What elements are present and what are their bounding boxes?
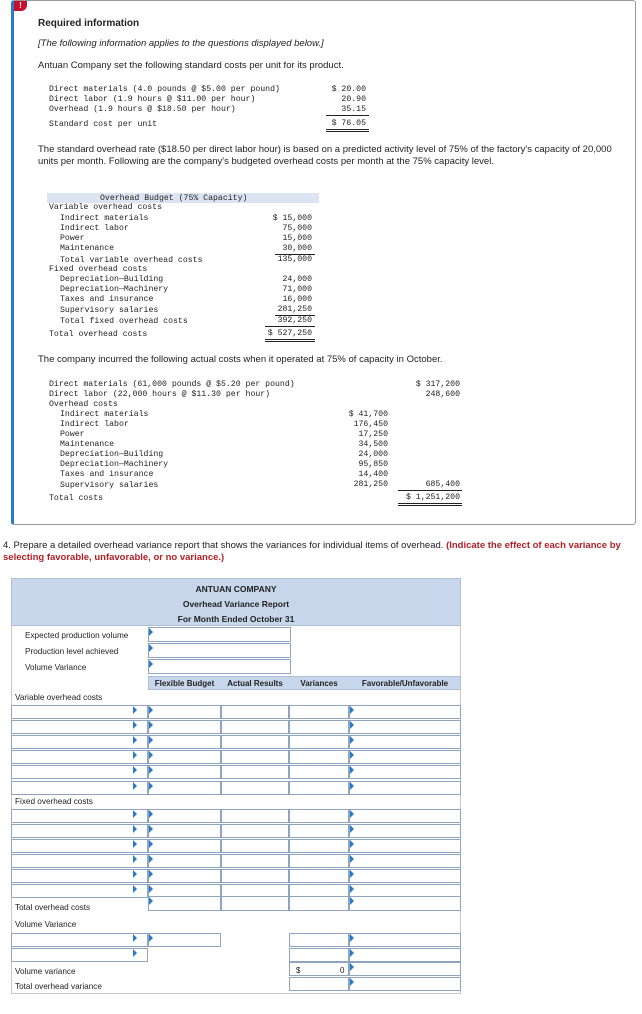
report-input-cell[interactable] bbox=[221, 809, 289, 823]
report-input-cell[interactable] bbox=[349, 896, 461, 911]
fixed-item-value: 16,000 bbox=[282, 295, 312, 304]
report-input-cell[interactable] bbox=[349, 962, 461, 976]
dropdown-marker-icon bbox=[149, 810, 153, 818]
actual-oh-value: 17,250 bbox=[358, 430, 388, 439]
fixed-item-value: 24,000 bbox=[282, 275, 312, 284]
dropdown-marker-icon bbox=[149, 766, 153, 774]
col-actual-results: Actual Results bbox=[227, 679, 283, 688]
var-item-value: 30,000 bbox=[282, 244, 312, 253]
report-input-cell[interactable] bbox=[221, 854, 289, 868]
achieved-level-label: Production level achieved bbox=[25, 647, 119, 656]
dropdown-marker-icon bbox=[149, 855, 153, 863]
actual-oh-label: Supervisory salaries bbox=[60, 481, 159, 490]
actual-oh-value: 24,000 bbox=[358, 450, 388, 459]
report-input-cell[interactable] bbox=[349, 750, 461, 764]
report-input-cell[interactable] bbox=[289, 720, 349, 734]
var-item-label: Indirect materials bbox=[60, 214, 149, 223]
report-input-cell[interactable] bbox=[148, 896, 221, 911]
dropdown-marker-icon bbox=[133, 825, 137, 833]
std-label-0: Direct materials (4.0 pounds @ $5.00 per pound) bbox=[49, 85, 280, 94]
dropdown-marker-icon bbox=[133, 840, 137, 848]
double-rule bbox=[265, 339, 315, 342]
std-value-2: 35.15 bbox=[341, 105, 366, 114]
double-rule bbox=[326, 129, 369, 132]
report-input-cell[interactable] bbox=[148, 824, 221, 838]
var-total-label: Total variable overhead costs bbox=[60, 256, 203, 265]
report-input-cell[interactable] bbox=[289, 809, 349, 823]
report-input-cell[interactable] bbox=[11, 809, 148, 823]
actual-dl-value: 248,600 bbox=[425, 390, 460, 399]
report-input-cell[interactable] bbox=[289, 705, 349, 719]
dropdown-marker-icon bbox=[350, 736, 354, 744]
dropdown-marker-icon bbox=[149, 706, 153, 714]
dropdown-marker-icon bbox=[133, 855, 137, 863]
report-input-cell[interactable] bbox=[11, 705, 148, 719]
dropdown-marker-icon bbox=[149, 840, 153, 848]
actual-oh-label: Maintenance bbox=[60, 440, 115, 449]
volume-variance-header: Volume Variance bbox=[25, 663, 87, 672]
report-input-cell[interactable] bbox=[349, 933, 461, 947]
volume-variance-row-label: Volume variance bbox=[15, 967, 76, 976]
std-value-1: 20.90 bbox=[341, 95, 366, 104]
std-value-0: $ 20.00 bbox=[331, 85, 366, 94]
dropdown-marker-icon bbox=[133, 751, 137, 759]
report-input-cell[interactable] bbox=[289, 869, 349, 883]
dropdown-marker-icon bbox=[350, 978, 354, 986]
actual-oh-label: Depreciation—Building bbox=[60, 450, 164, 459]
dropdown-marker-icon bbox=[149, 721, 153, 729]
actual-oh-label: Indirect materials bbox=[60, 410, 149, 419]
report-input-cell[interactable] bbox=[349, 869, 461, 883]
fixed-oh-label: Fixed overhead costs bbox=[15, 797, 93, 806]
dropdown-marker-icon bbox=[149, 660, 153, 668]
report-input-cell[interactable] bbox=[11, 781, 148, 795]
report-input-cell[interactable] bbox=[11, 735, 148, 749]
actual-oh-label: Power bbox=[60, 430, 85, 439]
report-input-cell[interactable] bbox=[148, 854, 221, 868]
report-input-cell[interactable] bbox=[11, 824, 148, 838]
report-input-cell[interactable] bbox=[221, 735, 289, 749]
dropdown-marker-icon bbox=[350, 949, 354, 957]
total-costs-value: $ 1,251,200 bbox=[405, 493, 460, 502]
var-item-label: Maintenance bbox=[60, 244, 115, 253]
dropdown-marker-icon bbox=[350, 751, 354, 759]
report-input-cell[interactable] bbox=[349, 705, 461, 719]
var-item-value: $ 15,000 bbox=[272, 214, 312, 223]
double-rule bbox=[398, 503, 462, 506]
expected-volume-label: Expected production volume bbox=[25, 631, 129, 640]
total-costs-label: Total costs bbox=[49, 494, 104, 503]
col-fav-unfav: Favorable/Unfavorable bbox=[361, 679, 449, 688]
var-header: Variable overhead costs bbox=[49, 203, 163, 212]
variable-oh-label: Variable overhead costs bbox=[15, 693, 103, 702]
report-input-cell[interactable] bbox=[11, 750, 148, 764]
actual-oh-value: 95,850 bbox=[358, 460, 388, 469]
var-item-label: Indirect labor bbox=[60, 224, 129, 233]
dropdown-marker-icon bbox=[149, 885, 153, 893]
dropdown-marker-icon bbox=[133, 736, 137, 744]
report-input-cell[interactable] bbox=[221, 765, 289, 779]
report-input-cell[interactable] bbox=[349, 809, 461, 823]
actual-oh-header: Overhead costs bbox=[49, 400, 118, 409]
dropdown-marker-icon bbox=[149, 736, 153, 744]
report-input-cell[interactable] bbox=[148, 869, 221, 883]
dropdown-marker-icon bbox=[133, 934, 137, 942]
rule bbox=[265, 326, 315, 327]
dollar-sign: $ bbox=[296, 966, 301, 975]
actual-dm-label: Direct materials (61,000 pounds @ $5.20 per pound) bbox=[49, 380, 295, 389]
dropdown-marker-icon bbox=[350, 897, 354, 905]
total-oh-label: Total overhead costs bbox=[49, 330, 148, 339]
alert-icon: ! bbox=[14, 1, 27, 11]
dropdown-marker-icon bbox=[350, 782, 354, 790]
std-label-1: Direct labor (1.9 hours @ $11.00 per hour) bbox=[49, 95, 256, 104]
question-text: 4. Prepare a detailed overhead variance report that shows the variances for individual items of overhead. bbox=[3, 540, 444, 551]
actual-oh-total: 685,400 bbox=[425, 480, 460, 489]
report-input-cell[interactable] bbox=[148, 809, 221, 823]
report-input-cell[interactable] bbox=[289, 750, 349, 764]
report-input-cell[interactable] bbox=[148, 735, 221, 749]
actual-dl-label: Direct labor (22,000 hours @ $11.30 per hour) bbox=[49, 390, 271, 399]
report-input-cell[interactable] bbox=[148, 839, 221, 853]
report-period: For Month Ended October 31 bbox=[177, 614, 295, 624]
actual-oh-value: 176,450 bbox=[353, 420, 388, 429]
info-subtitle: [The following information applies to the questions displayed below.] bbox=[38, 38, 324, 49]
dropdown-marker-icon bbox=[133, 766, 137, 774]
achieved-level-input[interactable] bbox=[148, 643, 291, 658]
report-input-cell[interactable] bbox=[349, 781, 461, 795]
report-input-cell[interactable] bbox=[221, 824, 289, 838]
volume-variance-input[interactable] bbox=[148, 659, 291, 674]
report-input-cell[interactable] bbox=[349, 977, 461, 991]
report-input-cell[interactable] bbox=[289, 824, 349, 838]
budget-title: Overhead Budget (75% Capacity) bbox=[100, 194, 248, 203]
report-input-cell[interactable] bbox=[289, 765, 349, 779]
dropdown-marker-icon bbox=[149, 644, 153, 652]
fixed-header: Fixed overhead costs bbox=[49, 265, 148, 274]
dropdown-marker-icon bbox=[350, 840, 354, 848]
report-input-cell[interactable] bbox=[289, 781, 349, 795]
report-input-cell[interactable] bbox=[148, 765, 221, 779]
var-item-label: Power bbox=[60, 234, 85, 243]
report-input-cell[interactable] bbox=[148, 933, 221, 947]
report-input-cell[interactable] bbox=[221, 781, 289, 795]
report-input-cell[interactable] bbox=[349, 839, 461, 853]
dropdown-marker-icon bbox=[350, 825, 354, 833]
rule bbox=[326, 115, 369, 116]
actual-oh-value: $ 41,700 bbox=[348, 410, 388, 419]
col-variances: Variances bbox=[300, 679, 338, 688]
report-input-cell[interactable] bbox=[221, 705, 289, 719]
actual-oh-label: Indirect labor bbox=[60, 420, 129, 429]
question-block bbox=[3, 540, 637, 564]
report-input-cell[interactable] bbox=[289, 854, 349, 868]
fixed-item-label: Taxes and insurance bbox=[60, 295, 154, 304]
dropdown-marker-icon bbox=[350, 855, 354, 863]
report-input-cell[interactable] bbox=[349, 824, 461, 838]
dropdown-marker-icon bbox=[149, 782, 153, 790]
dropdown-marker-icon bbox=[350, 721, 354, 729]
actual-oh-value: 34,500 bbox=[358, 440, 388, 449]
report-company: ANTUAN COMPANY bbox=[195, 584, 277, 594]
report-input-cell[interactable] bbox=[148, 781, 221, 795]
report-input-cell[interactable] bbox=[221, 896, 289, 911]
report-input-cell[interactable] bbox=[148, 720, 221, 734]
dropdown-marker-icon bbox=[133, 721, 137, 729]
report-input-cell[interactable] bbox=[221, 750, 289, 764]
dropdown-marker-icon bbox=[350, 963, 354, 971]
report-input-cell[interactable] bbox=[11, 948, 148, 962]
dropdown-marker-icon bbox=[149, 751, 153, 759]
report-input-cell[interactable] bbox=[11, 854, 148, 868]
report-input-cell[interactable] bbox=[349, 765, 461, 779]
report-input-cell[interactable] bbox=[11, 884, 148, 898]
actual-oh-value: 281,250 bbox=[353, 480, 388, 489]
report-input-cell[interactable] bbox=[289, 839, 349, 853]
fixed-item-label: Depreciation—Machinery bbox=[60, 285, 169, 294]
report-input-cell[interactable] bbox=[349, 854, 461, 868]
report-input-cell[interactable] bbox=[11, 839, 148, 853]
dropdown-marker-icon bbox=[149, 934, 153, 942]
dropdown-marker-icon bbox=[149, 628, 153, 636]
report-input-cell[interactable] bbox=[11, 869, 148, 883]
report-input-cell[interactable] bbox=[289, 735, 349, 749]
report-input-cell[interactable] bbox=[11, 720, 148, 734]
total-variance-label: Total overhead variance bbox=[15, 982, 102, 991]
total-oh-value: $ 527,250 bbox=[267, 329, 312, 338]
dropdown-marker-icon bbox=[133, 949, 137, 957]
actual-oh-value: 14,400 bbox=[358, 470, 388, 479]
report-input-cell[interactable] bbox=[349, 720, 461, 734]
rule bbox=[398, 490, 462, 491]
report-input-cell[interactable] bbox=[289, 948, 349, 962]
var-item-value: 15,000 bbox=[282, 234, 312, 243]
dropdown-marker-icon bbox=[149, 870, 153, 878]
volume-variance-label: Volume Variance bbox=[15, 920, 77, 929]
dropdown-marker-icon bbox=[350, 766, 354, 774]
report-input-cell[interactable] bbox=[289, 977, 349, 991]
rate-text: The standard overhead rate ($18.50 per direct labor hour) is based on a predicted activity level of 75% of the factory's capacity of 20,000 units per month. Following are the company's budgeted overhead costs per month at the 75% capacity level. bbox=[38, 144, 612, 167]
fixed-item-value: 71,000 bbox=[282, 285, 312, 294]
report-input-cell[interactable] bbox=[289, 933, 349, 947]
fixed-item-label: Depreciation—Building bbox=[60, 275, 164, 284]
question-note: (Indicate the effect of each variance by selecting favorable, unfavorable, or no variance.) bbox=[3, 540, 621, 563]
info-intro: Antuan Company set the following standard costs per unit for its product. bbox=[38, 60, 344, 71]
dropdown-marker-icon bbox=[149, 825, 153, 833]
report-input-cell[interactable] bbox=[221, 720, 289, 734]
dropdown-marker-icon bbox=[133, 885, 137, 893]
actual-dm-value: $ 317,200 bbox=[415, 380, 460, 389]
dropdown-marker-icon bbox=[133, 870, 137, 878]
actual-intro: The company incurred the following actual costs when it operated at 75% of capacity in October. bbox=[38, 354, 443, 365]
expected-volume-input[interactable] bbox=[148, 627, 291, 642]
dropdown-marker-icon bbox=[350, 885, 354, 893]
report-input-cell[interactable] bbox=[11, 765, 148, 779]
dropdown-marker-icon bbox=[350, 870, 354, 878]
dropdown-marker-icon bbox=[350, 934, 354, 942]
report-input-cell[interactable] bbox=[289, 896, 349, 911]
std-label-2: Overhead (1.9 hours @ $18.50 per hour) bbox=[49, 105, 236, 114]
volume-variance-value: 0 bbox=[340, 966, 345, 975]
col-flexible-budget: Flexible Budget bbox=[154, 679, 215, 688]
std-value-3: $ 76.05 bbox=[331, 119, 366, 128]
report-input-cell[interactable] bbox=[221, 839, 289, 853]
fixed-total-value: 392,250 bbox=[277, 316, 312, 325]
dropdown-marker-icon bbox=[350, 810, 354, 818]
var-item-value: 75,000 bbox=[282, 224, 312, 233]
std-label-3: Standard cost per unit bbox=[49, 120, 158, 129]
total-oh-row-label: Total overhead costs bbox=[15, 903, 91, 912]
dropdown-marker-icon bbox=[133, 782, 137, 790]
fixed-item-label: Supervisory salaries bbox=[60, 306, 159, 315]
actual-oh-label: Depreciation—Machinery bbox=[60, 460, 169, 469]
dropdown-marker-icon bbox=[350, 706, 354, 714]
fixed-item-value: 281,250 bbox=[277, 305, 312, 314]
report-title: Overhead Variance Report bbox=[182, 599, 290, 609]
fixed-total-label: Total fixed overhead costs bbox=[60, 317, 188, 326]
dropdown-marker-icon bbox=[133, 810, 137, 818]
report-input-cell[interactable] bbox=[221, 869, 289, 883]
report-input-cell[interactable] bbox=[349, 948, 461, 962]
dropdown-marker-icon bbox=[133, 706, 137, 714]
dropdown-marker-icon bbox=[149, 897, 153, 905]
report-input-cell[interactable] bbox=[349, 735, 461, 749]
info-title: Required information bbox=[38, 18, 140, 29]
actual-oh-label: Taxes and insurance bbox=[60, 470, 154, 479]
report-input-cell[interactable] bbox=[148, 750, 221, 764]
var-total-value: 135,000 bbox=[277, 255, 312, 264]
report-input-cell[interactable] bbox=[11, 933, 148, 947]
report-input-cell[interactable] bbox=[148, 705, 221, 719]
